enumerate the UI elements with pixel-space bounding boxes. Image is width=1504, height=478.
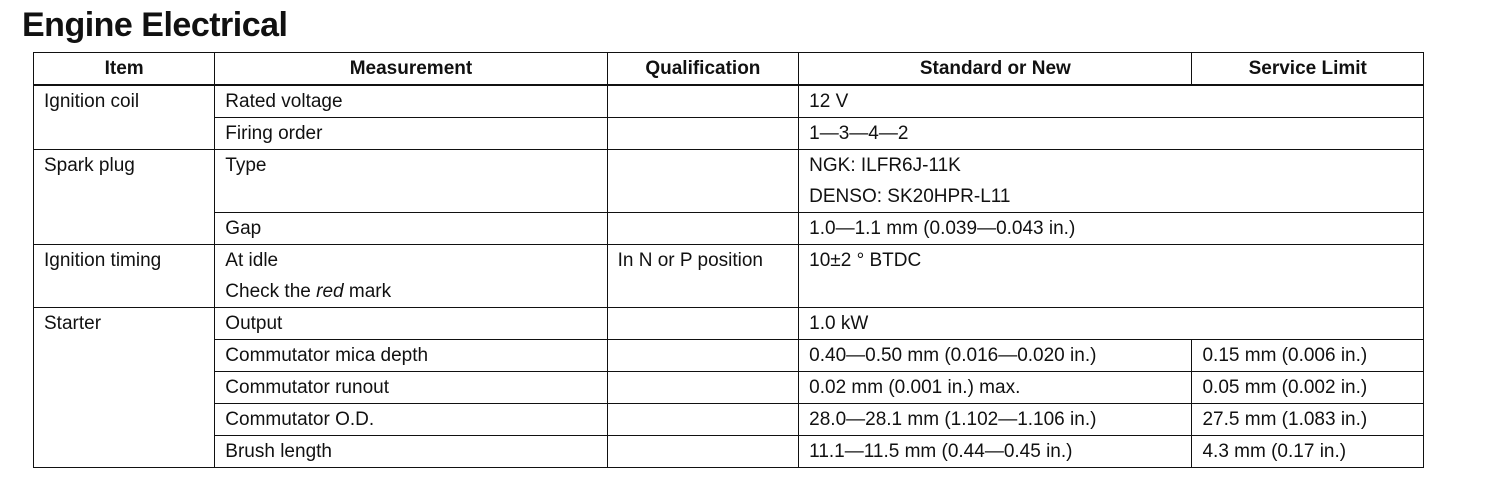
measurement-check-mark (225, 276, 606, 307)
standard-brush-length: 11.1—11.5 mm (0.44—0.45 in.) (799, 436, 1192, 468)
standard-ignition-timing: 10±2 ° BTDC (799, 245, 1424, 308)
measurement-brush-length: Brush length (215, 436, 607, 468)
measurement-runout: Commutator runout (215, 372, 607, 404)
header-standard: Standard or New (799, 53, 1192, 86)
standard-output: 1.0 kW (799, 308, 1424, 340)
item-starter: Starter (34, 308, 215, 468)
table-row (34, 85, 1424, 118)
spec-table (33, 52, 1424, 468)
standard-mica-depth: 0.40—0.50 mm (0.016—0.020 in.) (799, 340, 1192, 372)
standard-gap: 1.0—1.1 mm (0.039—0.043 in.) (799, 213, 1424, 245)
qualification-empty (607, 213, 799, 245)
qualification-empty (607, 372, 799, 404)
page-title: Engine Electrical (22, 6, 288, 44)
standard-type-denso: DENSO: SK20HPR-L11 (809, 186, 1011, 207)
measurement-od: Commutator O.D. (215, 404, 607, 436)
check-text-pre: Check the (225, 281, 317, 302)
table-row (34, 150, 1424, 213)
measurement-rated-voltage: Rated voltage (215, 85, 607, 118)
standard-type (799, 150, 1424, 213)
table-row (34, 340, 1424, 372)
table-header-row (34, 53, 1424, 86)
limit-runout: 0.05 mm (0.002 in.) (1192, 372, 1424, 404)
measurement-output: Output (215, 308, 607, 340)
table-row (34, 308, 1424, 340)
table-row (34, 372, 1424, 404)
qualification-empty (607, 118, 799, 150)
measurement-type: Type (215, 150, 607, 213)
qualification-empty (607, 436, 799, 468)
limit-mica-depth: 0.15 mm (0.006 in.) (1192, 340, 1424, 372)
measurement-mica-depth: Commutator mica depth (215, 340, 607, 372)
measurement-at-idle: At idle (225, 250, 279, 271)
check-text-post: mark (343, 281, 392, 302)
table-row (34, 404, 1424, 436)
header-qualification: Qualification (607, 53, 799, 86)
standard-type-ngk: NGK: ILFR6J-11K (809, 155, 961, 176)
measurement-firing-order: Firing order (215, 118, 607, 150)
check-text-red: red (316, 281, 344, 302)
item-ignition-coil: Ignition coil (34, 85, 215, 150)
standard-od: 28.0—28.1 mm (1.102—1.106 in.) (799, 404, 1192, 436)
table-row (34, 245, 1424, 308)
table-row (34, 213, 1424, 245)
limit-od: 27.5 mm (1.083 in.) (1192, 404, 1424, 436)
qualification-empty (607, 85, 799, 118)
header-service-limit: Service Limit (1192, 53, 1424, 86)
header-measurement: Measurement (215, 53, 607, 86)
item-spark-plug: Spark plug (34, 150, 215, 245)
header-item: Item (34, 53, 215, 86)
table-row (34, 118, 1424, 150)
table-row (34, 436, 1424, 468)
qualification-empty (607, 404, 799, 436)
qualification-empty (607, 340, 799, 372)
qualification-empty (607, 150, 799, 213)
standard-firing-order: 1—3—4—2 (799, 118, 1424, 150)
item-ignition-timing: Ignition timing (34, 245, 215, 308)
qualification-empty (607, 308, 799, 340)
standard-rated-voltage: 12 V (799, 85, 1424, 118)
limit-brush-length: 4.3 mm (0.17 in.) (1192, 436, 1424, 468)
qualification-position: In N or P position (607, 245, 799, 308)
standard-runout: 0.02 mm (0.001 in.) max. (799, 372, 1192, 404)
measurement-gap: Gap (215, 213, 607, 245)
measurement-ignition-timing (215, 245, 607, 308)
